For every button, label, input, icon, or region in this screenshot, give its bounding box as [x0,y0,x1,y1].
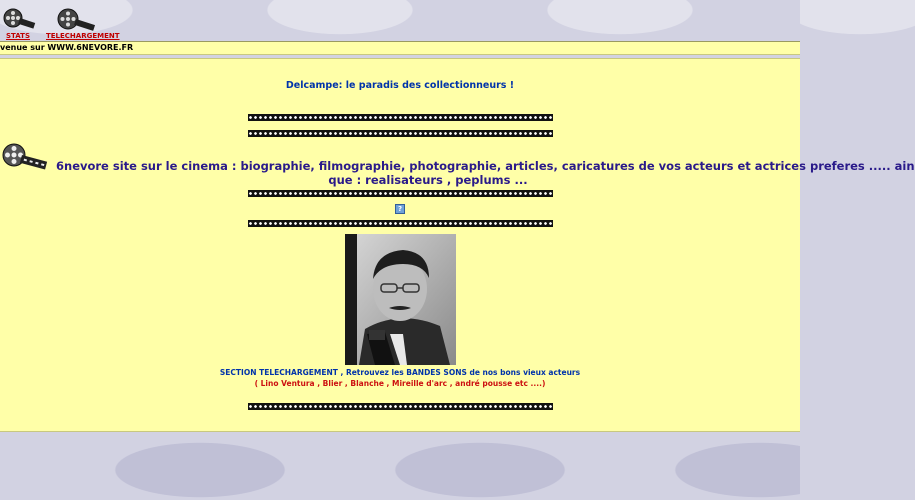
headline-line-2: que : realisateurs , peplums ... [328,173,528,187]
stats-label: STATS [6,32,30,40]
welcome-bar: venue sur WWW.6NEVORE.FR [0,41,800,55]
film-reel-icon [46,8,104,34]
download-link[interactable] [46,8,120,40]
delcampe-link[interactable]: Delcampe: le paradis des collectionneurs ! [285,80,515,91]
stats-link[interactable] [0,8,36,38]
film-reel-icon [0,8,36,34]
film-reel-icon [0,143,50,171]
filmstrip-divider [248,114,553,121]
headline-line-1: 6nevore site sur le cinema : biographie, filmographie, photographie, articles, caricatures de vos acteurs et actrices preferes ..... ain [56,159,915,173]
section-description: , Retrouvez les BANDES SONS de nos bons vieux acteurs [337,368,581,377]
download-label: TELECHARGEMENT [46,32,120,40]
actors-list: ( Lino Ventura , Blier , Blanche , Mireille d'arc , andré pousse etc ....) [254,379,546,388]
section-download-link[interactable]: SECTION TELECHARGEMENT [219,368,338,377]
filmstrip-divider [248,130,553,137]
main-panel [0,58,915,432]
filmstrip-divider [248,220,553,227]
site-headline [56,159,915,187]
top-navigation [0,0,800,40]
download-section-text [0,368,800,377]
actor-photo[interactable] [345,234,456,365]
filmstrip-divider [248,403,553,410]
filmstrip-divider [248,190,553,197]
broken-image-icon[interactable]: ? [395,204,405,214]
